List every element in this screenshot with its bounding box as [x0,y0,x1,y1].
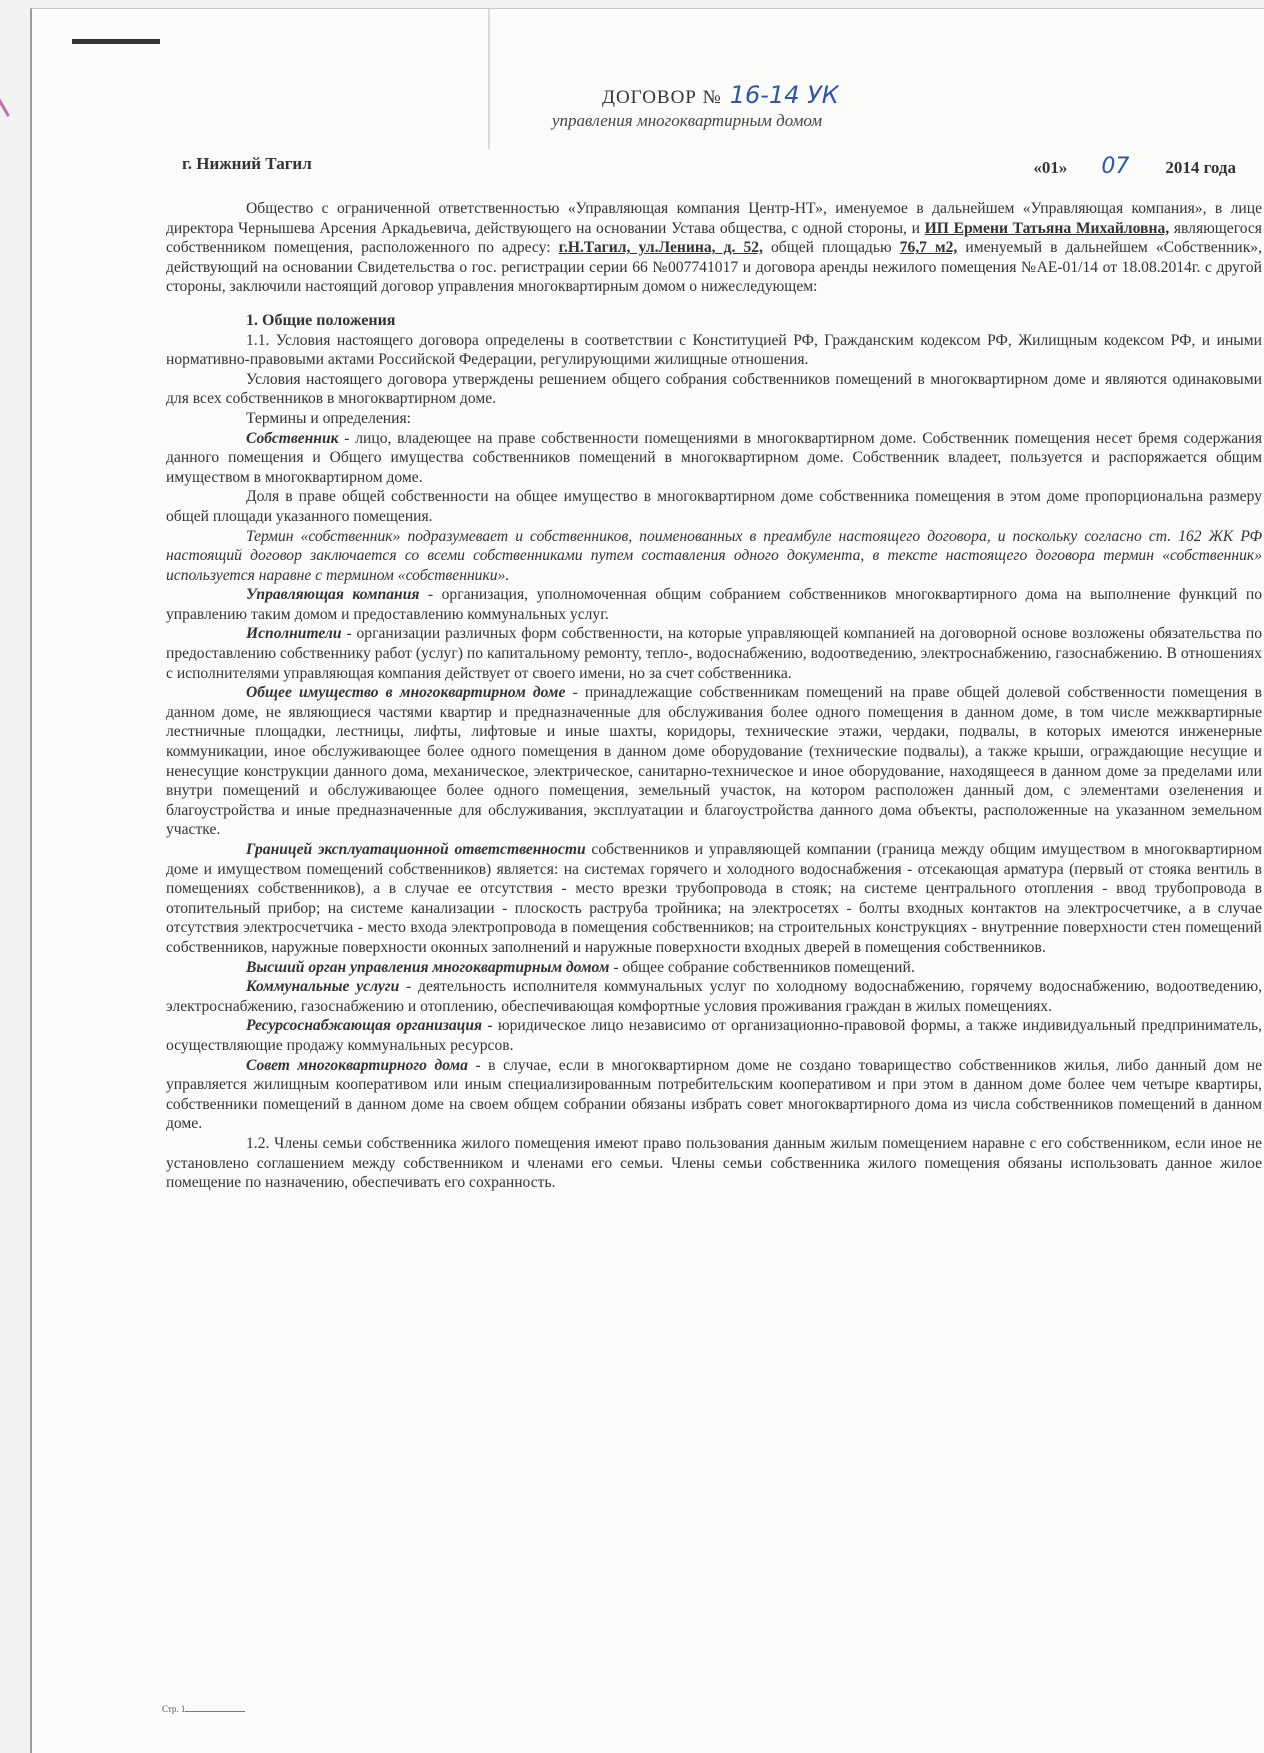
page-footer [162,1704,245,1714]
owner-address: г.Н.Тагил, ул.Ленина, д. 52, [558,239,763,257]
preamble-text: являющегося собственником помещения, расположенного по адресу: [166,219,1262,257]
footer-line [185,1711,245,1712]
definition-text: - общее собрание собственников помещений. [609,958,915,976]
term: Общее имущество в многоквартирном доме [246,684,566,702]
definition-text: - организации различных форм собственности, на которые управляющей компанией на договорной основе возложены обязательства по предоставлению собственнику работ (услуг) по капитальному ремонту, тепло-, водоснабжению, водоотведению, электроснабжению, газоснабжению. В отношениях с исполнителями управляющая компания действует от своего имени, но за счет собственника. [166,625,1262,682]
preamble [166,199,1262,297]
owner-name: ИП Ермени Татьяна Михайловна, [924,219,1170,237]
term: Ресурсоснабжающая организация [246,1017,483,1035]
paragraph-conditions: Условия настоящего договора утверждены решением общего собрания собственников помещений в многоквартирном доме и являются одинаковыми для всех собственников в многоквартирном доме. [166,370,1262,408]
term: Высший орган управления многоквартирным домом [246,958,610,976]
paragraph-terms: Термины и определения: [246,409,411,427]
document-page [30,8,1264,1753]
definition-owner [166,429,1262,488]
definition-text: - лицо, владеющее на праве собственности помещениями в многоквартирном доме. Собственник помещения несет бремя содержания данного помещения и Общего имущества собственников помещений в многоквартирном доме. Собственник владеет, пользуется и распоряжается общим имуществом в многоквартирном доме. [166,429,1262,486]
term: Управляющая компания [246,586,420,604]
definition-text: - деятельность исполнителя коммунальных услуг по холодному водоснабжению, горячему водоснабжению, водоотведению, электроснабжению, газоснабжению и отоплению, обеспечивающая комфортные условия проживания граждан в жилых помещениях. [166,978,1262,1015]
definition-text: - юридическое лицо независимо от организационно-правовой формы, а также индивидуальный предприниматель, осуществляющие продажу коммунальных ресурсов. [166,1017,1263,1054]
preamble-text: именуемый в дальнейшем «Собственник», действующий на основании Свидетельства о гос. регистрации серии 66 №007741017 и договора аренды нежилого помещения №АЕ-01/14 от 18.08.2014г. с другой стороны, заключили настоящий договор управления многоквартирным домом о нижеследующем: [166,239,1262,296]
definition-text: - в случае, если в многоквартирном доме не создано товарищество собственников жилья, либо данный дом не управляется жилищным кооперативом или иным специализированным потребительским кооперативом и при этом в данном доме более чем четыре квартиры, собственники помещений в данном доме на своем общем собрании обязаны избрать совет многоквартирного дома из числа собственников помещений в данном доме. [166,1056,1262,1133]
paragraph-1-2: 1.2. Члены семьи собственника жилого помещения имеют право пользования данным жилым помещением наравне с его собственником, если иное не установлено соглашением между собственником и членами его семьи. Члены семьи собственника жилого помещения обязаны использовать данное жилое помещение по назначению, обеспечивать его сохранность. [166,1134,1262,1192]
definition-border [166,840,1262,958]
definition-text: - принадлежащие собственникам помещений на праве общей долевой собственности помещения в данном доме, не являющиеся частями квартир и предназначенные для обслуживания более одного помещения в данном доме, в том числе межквартирные лестничные площадки, лестницы, лифты, лифтовые и иные шахты, коридоры, технические этажи, чердаки, подвалы, в которых имеются инженерные коммуникации, иное обслуживающее более одного помещения в данном доме оборудование (технические подвалы), а также крыши, ограждающие несущие и ненесущие конструкции данного дома, механическое, электрическое, санитарно-техническое и иное оборудование, находящееся в данном доме за пределами или внутри помещений и обслуживающее более одного помещения, земельный участок, на котором расположен данный дом, с элементами озеленения и благоустройства и иные предназначенные для обслуживания, эксплуатации и благоустройства данного дома объекты, расположенные на указанном земельном участке. [166,684,1262,839]
paragraph-share: Доля в праве общей собственности на общее имущество в многоквартирном доме собственника помещения в этом доме пропорциональна размеру общей площади указанного помещения. [166,488,1262,525]
document-subtitle: управления многоквартирным домом [552,111,823,130]
term: Границей эксплуатационной ответственности [246,841,586,858]
page-number: Стр. 1 [162,1704,186,1714]
definition-executors [166,624,1262,683]
date-day: «01» [1033,158,1068,177]
document-title [602,81,839,109]
date-year: 2014 года [1165,158,1236,177]
definition-common-property [166,683,1262,840]
definition-text: - организация, уполномоченная общим собранием собственников многоквартирного дома на выполнение функций по управлению таким домом и предоставлению коммунальных услуг. [166,586,1263,623]
term: Коммунальные услуги [246,978,400,996]
contract-number: 16-14 УК [729,81,839,109]
definition-utilities [166,977,1262,1016]
date-month: 07 [1101,154,1130,179]
contract-date [1033,154,1236,179]
term: Собственник [246,429,339,447]
definition-council [166,1056,1262,1134]
term: Исполнители [246,625,342,643]
definition-resource-org [166,1016,1262,1055]
definition-supreme-body [166,958,1262,978]
scan-fold-shadow [488,9,490,149]
city: г. Нижний Тагил [182,154,312,173]
header-mark [72,39,160,44]
section-heading: 1. Общие положения [246,311,396,329]
margin-mark [0,91,10,117]
paragraph-1-1: 1.1. Условия настоящего договора определены в соответствии с Конституцией РФ, Гражданским кодексом РФ, Жилищным кодексом РФ, и иными нормативно-правовыми актами Российской Федерации, регулирующими жилищные отношения. [166,331,1262,369]
paragraph-term-note: Термин «собственник» подразумевает и собственников, поименованных в преамбуле настоящего договора, и поскольку согласно ст. 162 ЖК РФ настоящий договор заключается со всеми собственниками путем составления одного документа, в тексте настоящего договора термин «собственник» используется наравне с термином «собственники». [166,527,1262,584]
contract-body [166,199,1262,1193]
owner-area: 76,7 м2, [899,239,958,257]
preamble-text: общей площадью [762,239,900,257]
definition-text: собственников и управляющей компании (граница между общим имуществом в многоквартирном доме и имуществом помещений собственников) является: на системах горячего и холодного водоснабжения - отсекающая арматура (первый от стояка вентиль в помещениях собственников), а в случае ее отсутствия - место врезки трубопровода в стояк; на системе центрального отопления - ввод трубопровода в отопительный прибор; на системе канализации - плоскость раструба тройника; на электросетях - болты входных контактов на электросчетчике, а в случае отсутствия электросчетчика - место входа электропровода в помещения собственников; на строительных конструкциях - внутренние поверхности стен помещений собственников, наружные поверхности оконных заполнений и наружные поверхности входных дверей в помещения собственников. [166,841,1263,956]
preamble-text: Общество с ограниченной ответственностью «Управляющая компания Центр-НТ», именуемое в дальнейшем «Управляющая компания», в лице директора Чернышева Арсения Аркадьевича, действующего на основании Устава общества, с одной стороны, и [166,200,1262,237]
definition-uk [166,585,1262,624]
term: Совет многоквартирного дома [246,1056,468,1074]
title-prefix: ДОГОВОР № [602,87,722,108]
